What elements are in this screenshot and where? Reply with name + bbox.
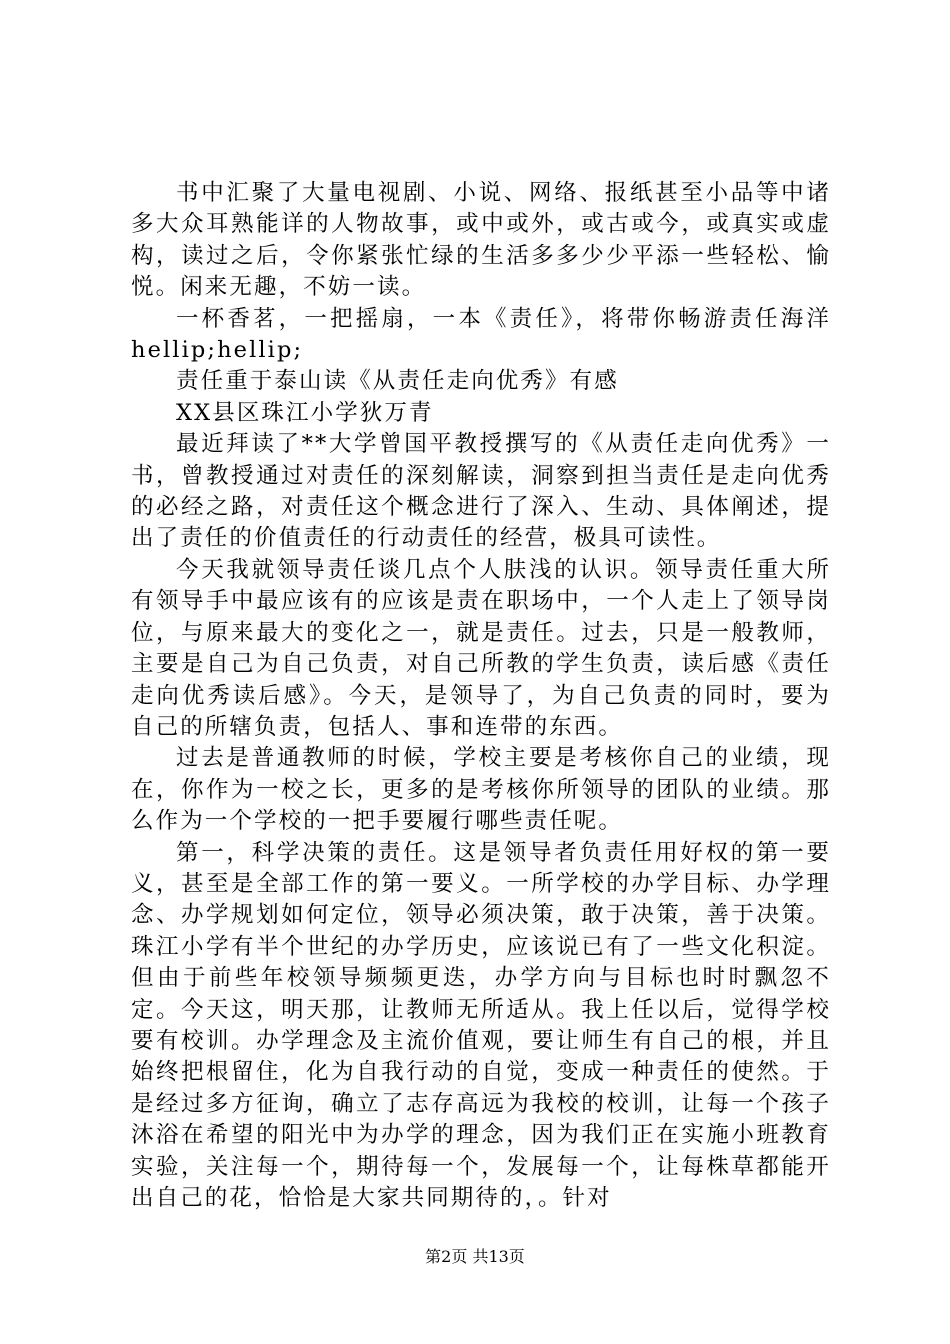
- page-number: 第2页 共13页: [425, 1247, 525, 1266]
- paragraph: 过去是普通教师的时候，学校主要是考核你自己的业绩，现在，你作为一校之长，更多的是考核你所领导的团队的业绩。那么作为一个学校的一把手要履行哪些责任呢。: [131, 745, 831, 835]
- body-text: [131, 178, 831, 1214]
- paragraph: 责任重于泰山读《从责任走向优秀》有感: [176, 368, 619, 395]
- paragraph: 书中汇聚了大量电视剧、小说、网络、报纸甚至小品等中诸多大众耳熟能详的人物故事，或中或外，或古或今，或真实或虚构，读过之后，令你紧张忙绿的生活多多少少平添一些轻松、愉悦。闲来无趣，不妨一读。: [131, 180, 831, 301]
- page-footer: [0, 1246, 950, 1268]
- paragraph: 一杯香茗，一把摇扇，一本《责任》，将带你畅游责任海洋hellip;hellip;: [131, 305, 831, 364]
- paragraph: 第一，科学决策的责任。这是领导者负责任用好权的第一要义，甚至是全部工作的第一要义。一所学校的办学目标、办学理念、办学规划如何定位，领导必须决策，敢于决策，善于决策。珠江小学有半个世纪的办学历史，应该说已有了一些文化积淀。但由于前些年校领导频频更迭，办学方向与目标也时时飘忽不定。今天这，明天那，让教师无所适从。我上任以后，觉得学校要有校训。办学理念及主流价值观，要让师生有自己的根，并且始终把根留住，化为自我行动的自觉，变成一种责任的使然。于是经过多方征询，确立了志存高远为我校的校训，让每一个孩子沐浴在希望的阳光中为办学的理念，因为我们正在实施小班教育实验，关注每一个，期待每一个，发展每一个，让每株草都能开出自己的花，恰恰是大家共同期待的，。针对: [131, 839, 831, 1211]
- paragraph: 今天我就领导责任谈几点个人肤浅的认识。领导责任重大所有领导手中最应该有的应该是责在职场中，一个人走上了领导岗位，与原来最大的变化之一，就是责任。过去，只是一般教师，主要是自己为自己负责，对自己所教的学生负责，读后感《责任走向优秀读后感》。今天，是领导了，为自己负责的同时，要为自己的所辖负责，包括人、事和连带的东西。: [131, 556, 831, 740]
- paragraph: 最近拜读了**大学曾国平教授撰写的《从责任走向优秀》一书，曾教授通过对责任的深刻解读，洞察到担当责任是走向优秀的必经之路，对责任这个概念进行了深入、生动、具体阐述，提出了责任的价值责任的行动责任的经营，极具可读性。: [131, 431, 831, 552]
- paragraph: XX县区珠江小学狄万青: [176, 399, 434, 426]
